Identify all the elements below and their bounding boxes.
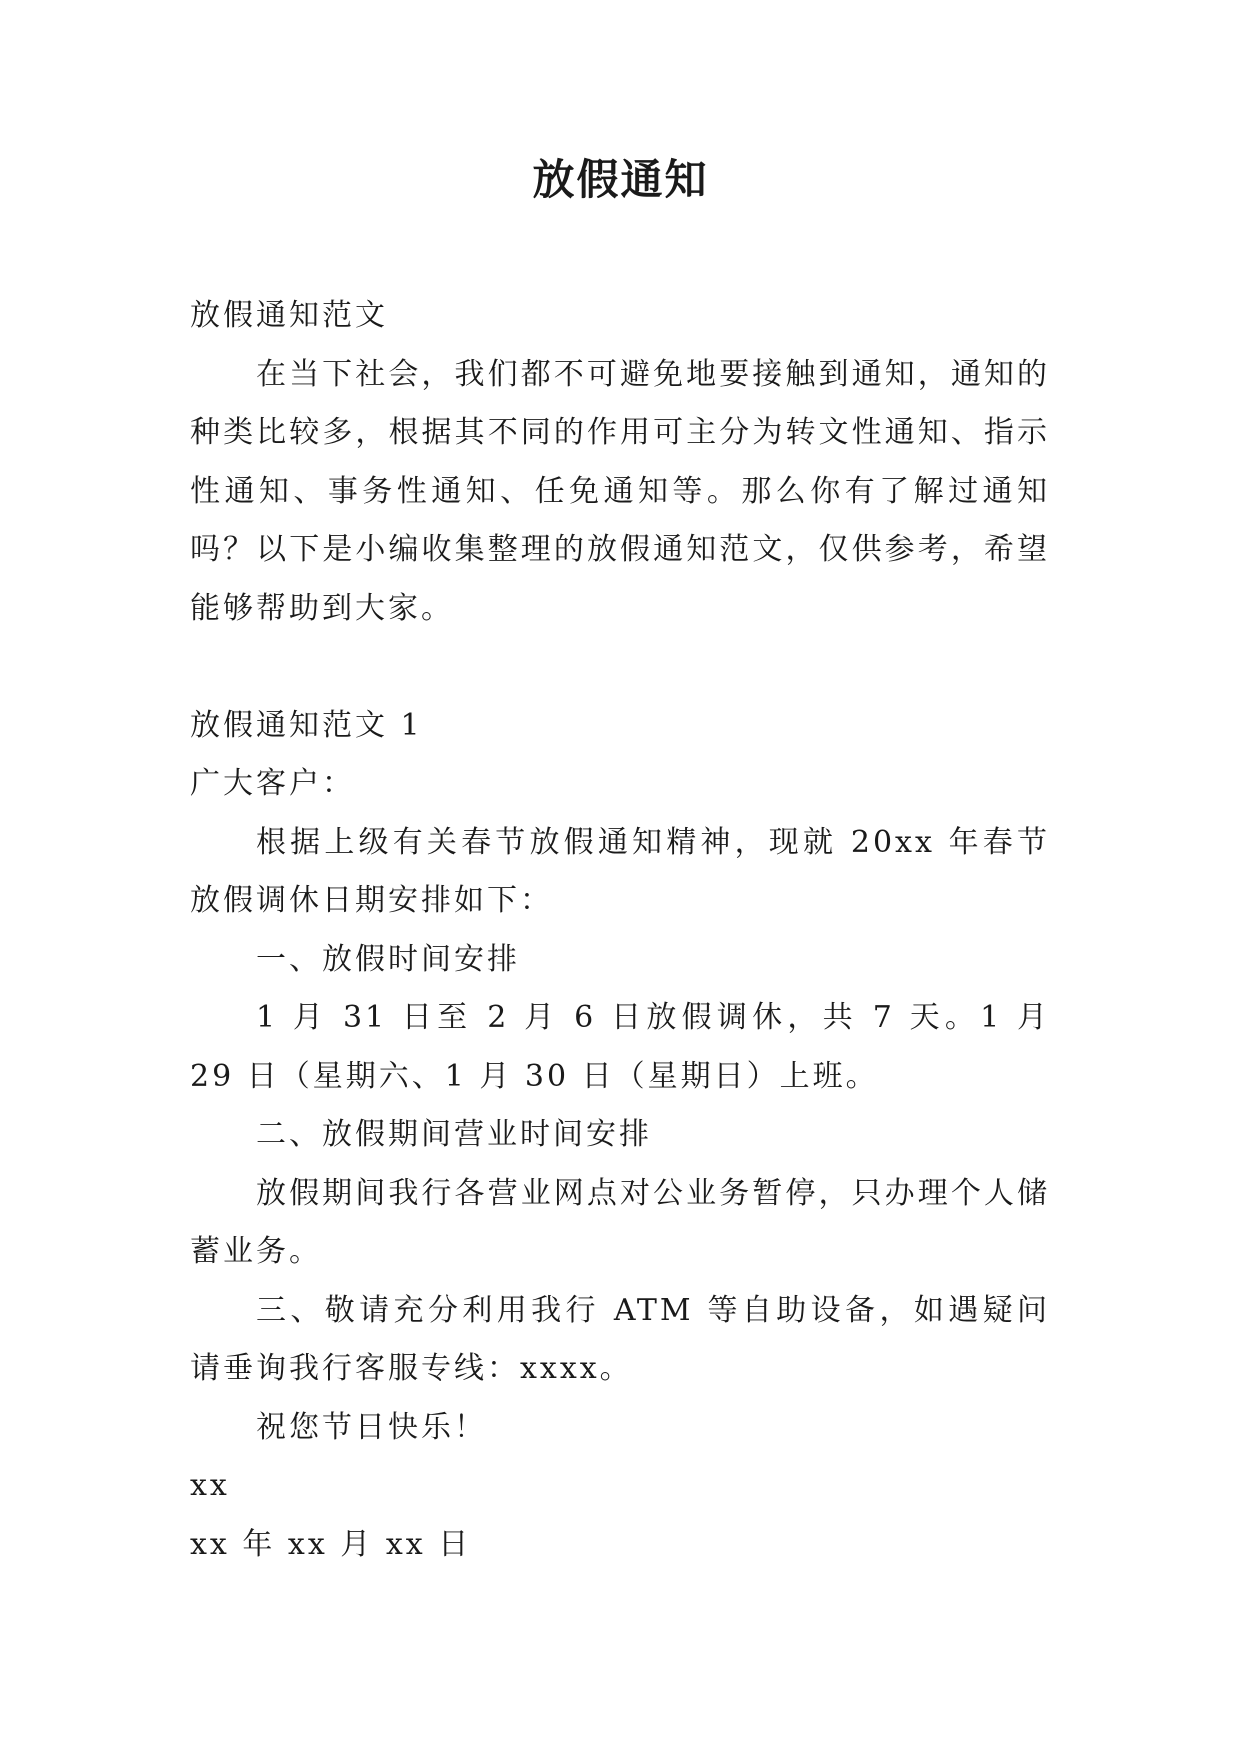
paragraph-spacer xyxy=(190,638,1050,697)
section-heading-hours: 二、放假期间营业时间安排 xyxy=(256,1117,652,1152)
body-paragraph: 放假期间我行各营业网点对公业务暂停，只办理个人储蓄业务。 xyxy=(190,1175,1050,1269)
body-paragraph: 三、敬请充分利用我行 ATM 等自助设备，如遇疑问请垂询我行客服专线：xxxx。 xyxy=(190,1292,1050,1386)
closing-greeting: 祝您节日快乐！ xyxy=(256,1409,487,1445)
body-paragraph: 根据上级有关春节放假通知精神，现就 20xx 年春节放假调休日期安排如下： xyxy=(190,824,1050,918)
document-body xyxy=(190,287,1050,1574)
document-date: xx 年 xx 月 xx 日 xyxy=(190,1526,472,1562)
signature: xx xyxy=(190,1468,230,1503)
body-paragraph: 1 月 31 日至 2 月 6 日放假调休，共 7 天。1 月 29 日（星期六、1 月 30 日（星期日）上班。 xyxy=(190,1000,1050,1094)
page-title: 放假通知 xyxy=(532,155,709,204)
intro-heading: 放假通知范文 xyxy=(190,298,388,333)
sample-heading: 放假通知范文 1 xyxy=(190,707,423,743)
section-heading-time: 一、放假时间安排 xyxy=(256,941,520,977)
intro-paragraph: 在当下社会，我们都不可避免地要接触到通知，通知的种类比较多，根据其不同的作用可主分为转文性通知、指示性通知、事务性通知、任免通知等。那么你有了解过通知吗？以下是小编收集整理的放假通知范文，仅供参考，希望能够帮助到大家。 xyxy=(190,356,1050,626)
salutation: 广大客户： xyxy=(190,766,355,801)
